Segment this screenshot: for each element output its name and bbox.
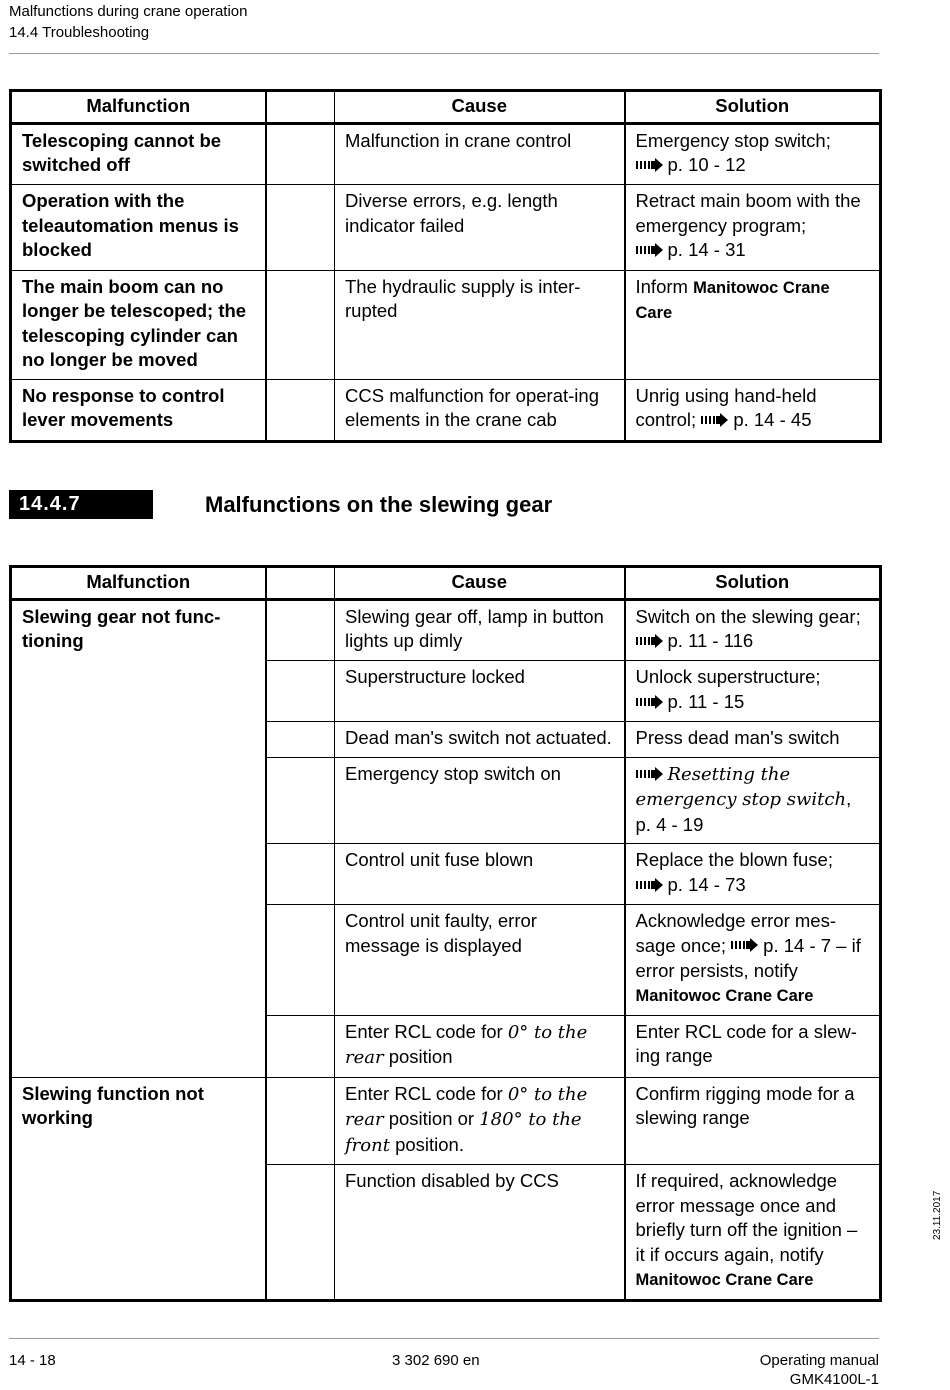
section-number: 14.4.7 <box>9 490 153 519</box>
reference-arrow-icon <box>636 874 663 899</box>
brand-name: Manitowoc Crane Care <box>635 987 814 1006</box>
blank-cell <box>266 123 335 185</box>
cause-cell: Control unit fuse blown <box>335 844 625 905</box>
brand-name: Manitowoc Crane Care <box>635 278 830 323</box>
blank-cell <box>266 757 335 844</box>
blank-cell <box>266 905 335 1016</box>
solution-text: Emergency stop switch; <box>635 129 831 151</box>
solution-text: Acknowledge error mes-sage once; <box>635 910 836 956</box>
malfunction-cell: Slewing gear not func-tioning <box>11 599 266 1077</box>
cause-italic-text: 180° to the front <box>345 1109 582 1156</box>
cause-cell <box>335 1077 625 1165</box>
blank-cell <box>266 185 335 270</box>
table-row <box>11 599 881 661</box>
malfunction-table-2 <box>9 565 882 1302</box>
table-row <box>11 185 881 270</box>
page-reference-link[interactable]: p. 14 - 31 <box>667 239 746 261</box>
solution-text: Unlock superstructure; <box>635 666 821 688</box>
page-reference-link[interactable]: p. 14 - 7 – if error persists, notify <box>635 934 861 981</box>
solution-cell <box>625 661 881 722</box>
footer-page-number: 14 - 18 <box>9 1352 56 1369</box>
reference-arrow-icon <box>636 763 663 788</box>
cause-italic-text: 0° to the rear <box>345 1021 588 1069</box>
solution-cell <box>625 844 881 905</box>
cause-cell: Diverse errors, e.g. length indicator failed <box>335 185 625 270</box>
solution-text: Unrig using hand-held control; <box>635 384 817 431</box>
cause-cell: Dead man's switch not actuated. <box>335 722 625 758</box>
col-header-cause: Cause <box>335 91 625 124</box>
col-header-solution: Solution <box>625 567 881 600</box>
solution-text: Inform <box>635 275 688 297</box>
malfunction-cell: Telescoping cannot be switched off <box>11 123 266 185</box>
footer-doc-number: 3 302 690 en <box>392 1352 480 1369</box>
solution-cell <box>625 270 881 379</box>
reference-arrow-icon <box>636 154 663 179</box>
table-header-row <box>11 567 881 600</box>
side-date: 23.11.2017 <box>932 1190 943 1240</box>
header-section: 14.4 Troubleshooting <box>9 24 150 41</box>
blank-cell <box>266 844 335 905</box>
cause-cell: The hydraulic supply is inter-rupted <box>335 270 625 379</box>
solution-cell <box>625 757 881 844</box>
table-row <box>11 123 881 185</box>
col-header-solution: Solution <box>625 91 881 124</box>
brand-name: Manitowoc Crane Care <box>635 1271 814 1290</box>
header-chapter: Malfunctions during crane operation <box>9 3 248 20</box>
reference-arrow-icon <box>636 691 663 716</box>
blank-cell <box>266 722 335 758</box>
blank-cell <box>266 270 335 379</box>
cause-text: position. <box>395 1133 464 1155</box>
reference-arrow-icon <box>701 409 728 434</box>
solution-text: Switch on the slewing gear; <box>635 605 861 627</box>
cause-cell: Emergency stop switch on <box>335 757 625 844</box>
cause-cell: Slewing gear off, lamp in button lights up dimly <box>335 599 625 661</box>
table-row <box>11 1077 881 1165</box>
solution-cell <box>625 599 881 661</box>
cause-cell <box>335 1015 625 1077</box>
page-reference-link[interactable]: , p. 4 - 19 <box>635 788 852 835</box>
col-header-cause: Cause <box>335 567 625 600</box>
footer-rule <box>9 1338 879 1339</box>
blank-cell <box>266 1077 335 1165</box>
col-header-malfunction: Malfunction <box>11 91 266 124</box>
cause-cell: Control unit faulty, error message is displayed <box>335 905 625 1016</box>
col-header-malfunction: Malfunction <box>11 567 266 600</box>
section-title: Malfunctions on the slewing gear <box>205 492 553 517</box>
solution-text: Replace the blown fuse; <box>635 849 833 871</box>
reference-arrow-icon <box>731 934 758 959</box>
solution-text: If required, acknowledge error message once and briefly turn off the ignition – it if occurs again, notify <box>635 1170 858 1265</box>
solution-cell: Enter RCL code for a slew-ing range <box>625 1015 881 1077</box>
footer-model: GMK4100L-1 <box>789 1371 879 1388</box>
cause-cell: Function disabled by CCS <box>335 1165 625 1301</box>
solution-cell <box>625 185 881 270</box>
solution-cell: Confirm rigging mode for a slewing range <box>625 1077 881 1165</box>
solution-cell <box>625 905 881 1016</box>
col-header-blank <box>266 91 335 124</box>
malfunction-cell: No response to control lever movements <box>11 379 266 441</box>
cause-cell: Malfunction in crane control <box>335 123 625 185</box>
reference-arrow-icon <box>636 239 663 264</box>
blank-cell <box>266 1015 335 1077</box>
col-header-blank <box>266 567 335 600</box>
header-rule <box>9 53 879 54</box>
reference-title-link[interactable]: Resetting the emergency stop switch <box>635 763 847 811</box>
malfunction-cell: Operation with the teleautomation menus is blocked <box>11 185 266 270</box>
table-header-row <box>11 91 881 124</box>
page-reference-link[interactable]: p. 14 - 45 <box>733 409 812 431</box>
blank-cell <box>266 379 335 441</box>
blank-cell <box>266 1165 335 1301</box>
solution-cell: Press dead man's switch <box>625 722 881 758</box>
malfunction-cell: The main boom can no longer be telescoped; the telescoping cylinder can no longer be moved <box>11 270 266 379</box>
blank-cell <box>266 661 335 722</box>
blank-cell <box>266 599 335 661</box>
cause-text: Enter RCL code for <box>345 1020 503 1042</box>
cause-cell: CCS malfunction for operat-ing elements in the crane cab <box>335 379 625 441</box>
table-row <box>11 379 881 441</box>
table-row <box>11 270 881 379</box>
cause-cell: Superstructure locked <box>335 661 625 722</box>
solution-cell <box>625 1165 881 1301</box>
malfunction-table-1 <box>9 89 882 443</box>
page-reference-link[interactable]: p. 11 - 15 <box>667 690 745 712</box>
page-reference-link[interactable]: p. 11 - 116 <box>667 630 754 651</box>
footer-manual: Operating manual <box>759 1352 879 1369</box>
cause-italic-text: 0° to the rear <box>345 1083 588 1131</box>
cause-text: position <box>388 1046 453 1068</box>
page-reference-link[interactable]: p. 10 - 12 <box>667 154 746 175</box>
malfunction-cell: Slewing function not working <box>11 1077 266 1300</box>
cause-text: Enter RCL code for <box>345 1082 503 1104</box>
reference-arrow-icon <box>636 630 663 655</box>
solution-text: Retract main boom with the emergency program; <box>635 190 861 236</box>
page-reference-link[interactable]: p. 14 - 73 <box>667 873 746 895</box>
solution-cell <box>625 123 881 185</box>
cause-text: position or <box>388 1108 475 1130</box>
solution-cell <box>625 379 881 441</box>
